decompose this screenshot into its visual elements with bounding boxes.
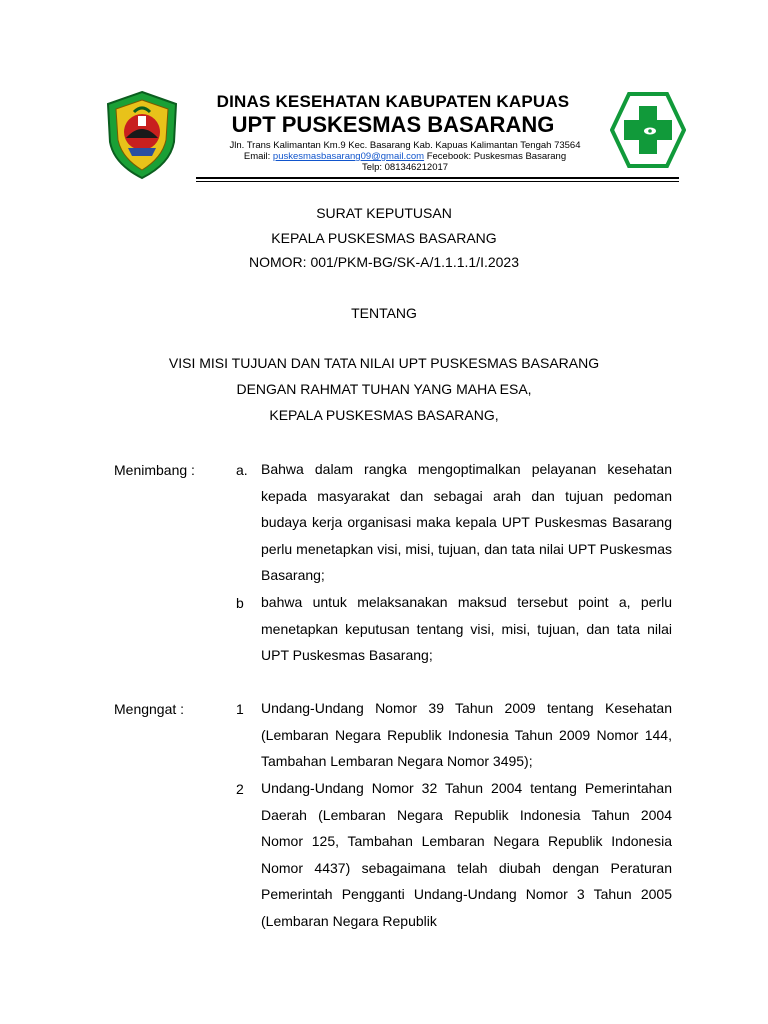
address-block	[205, 140, 605, 173]
item-marker: 1	[236, 701, 244, 717]
header-rule-thin	[196, 181, 679, 182]
menimbang-item: Bahwa dalam rangka mengoptimalkan pelayanan kesehatan kepada masyarakat dan sebagai arah dan tujuan pedoman budaya kerja organisasi maka kepala UPT Puskesmas Basarang perlu menetapkan visi, misi, tujuan, dan tata nilai UPT Puskesmas Basarang;	[261, 461, 672, 583]
address-line: Jln. Trans Kalimantan Km.9 Kec. Basarang Kab. Kapuas Kalimantan Tengah 73564	[229, 140, 581, 151]
mengingat-item: Undang-Undang Nomor 32 Tahun 2004 tentang Pemerintahan Daerah (Lembaran Negara Republik Indonesia Tahun 2004 Nomor 125, Tambahan Lembaran Negara Republik Indonesia Nomor 4437) sebagaimana telah diubah dengan Peraturan Pemerintah Pengganti Undang-Undang Nomor 3 Tahun 2005 (Lembaran Negara Republik	[261, 780, 672, 929]
kepala-line: KEPALA PUSKESMAS BASARANG,	[269, 407, 499, 423]
facebook-text: Fecebook: Puskesmas Basarang	[426, 151, 567, 162]
decree-title: SURAT KEPUTUSAN	[316, 205, 452, 221]
item-marker: a.	[236, 462, 248, 478]
menimbang-label: Menimbang :	[114, 462, 195, 478]
decree-issuer: KEPALA PUSKESMAS BASARANG	[271, 230, 497, 246]
menimbang-item: bahwa untuk melaksanakan maksud tersebut point a, perlu menetapkan keputusan tentang visi, misi, tujuan, dan tata nilai UPT Puskesmas Basarang;	[261, 594, 672, 663]
contact-line	[205, 151, 605, 162]
phone-line: Telp: 081346212017	[361, 162, 449, 173]
item-marker: b	[236, 595, 244, 611]
email-link[interactable]: puskesmasbasarang09@gmail.com	[272, 151, 425, 162]
item-marker: 2	[236, 781, 244, 797]
rahmat-line: DENGAN RAHMAT TUHAN YANG MAHA ESA,	[236, 381, 532, 397]
mengingat-label: Mengngat :	[114, 701, 185, 717]
mengingat-item: Undang-Undang Nomor 39 Tahun 2009 tentang Kesehatan (Lembaran Negara Republik Indonesia Tahun 2009 Nomor 144, Tambahan Lembaran Negara Nomor 3495);	[261, 700, 672, 769]
decree-number: NOMOR: 001/PKM-BG/SK-A/1.1.1.1/I.2023	[249, 254, 519, 270]
unit-name: UPT PUSKESMAS BASARANG	[231, 112, 555, 137]
header-rule-thick	[196, 177, 679, 179]
tentang-heading: TENTANG	[351, 305, 417, 321]
decree-subject: VISI MISI TUJUAN DAN TATA NILAI UPT PUSKESMAS BASARANG	[168, 355, 600, 371]
office-name: DINAS KESEHATAN KABUPATEN KAPUAS	[216, 92, 570, 111]
email-label: Email:	[243, 151, 271, 162]
